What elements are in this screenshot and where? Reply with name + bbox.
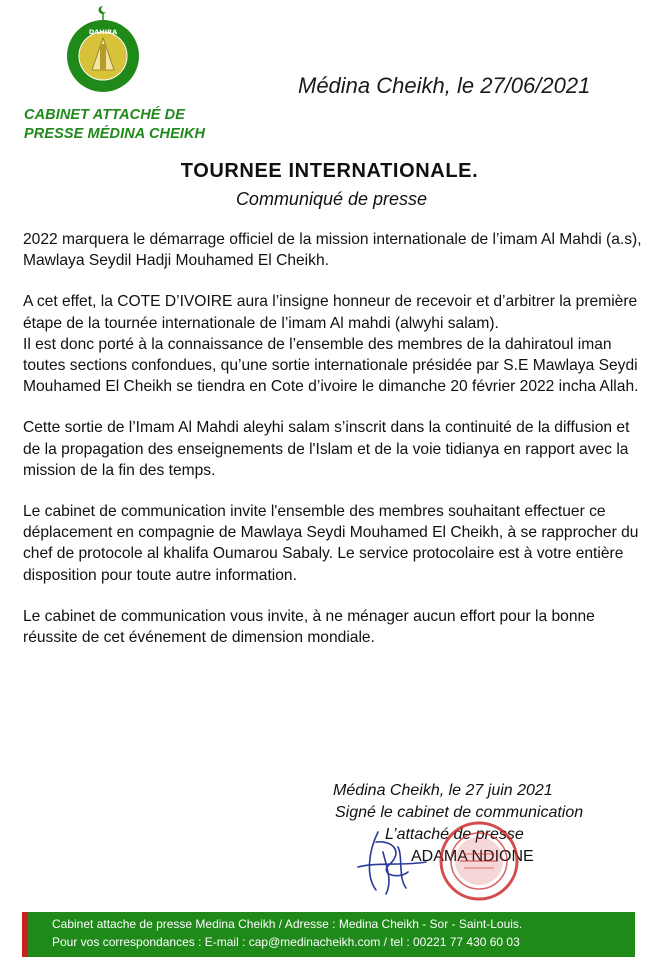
header-date: Médina Cheikh, le 27/06/2021: [298, 73, 591, 98]
paragraph-4: Cette sortie de l’Imam Al Mahdi aleyhi salam s’inscrit dans la continuité de la diffusion et de la propagation des enseignements de l'Islam et de la voie tidianya en rapport avec la mission de la fin des temps.: [23, 419, 630, 479]
footer-contact: Pour vos correspondances : E-mail : cap@medinacheikh.com / tel : 00221 77 430 60 03: [52, 935, 520, 949]
dahira-crest-icon: [62, 4, 144, 94]
document-subtitle: Communiqué de presse: [235, 189, 428, 209]
handwritten-signature-icon: [348, 822, 433, 897]
paragraph-3: Il est donc porté à la connaissance de l’ensemble des membres de la dahiratoul iman toutes sections confondues, qu’une sortie internationale présidée par S.E Mawlaya Seydi Mouhamed El Cheikh se tiendra en Cote d’ivoire le dimanche 20 février 2022 incha Allah.: [23, 335, 639, 396]
paragraph-2: A cet effet, la COTE D’IVOIRE aura l’insigne honneur de recevoir et d’arbitrer la première étape de la tournée internationale de l’imam Al mahdi (alwyhi salam).: [23, 293, 638, 332]
svg-text:DAHIRA: DAHIRA: [88, 28, 118, 36]
signature-signed-by: Signé le cabinet de communication: [335, 804, 584, 821]
paragraph-1: 2022 marquera le démarrage officiel de la mission internationale de l’imam Al Mahdi (a.s), Mawlaya Seydil Hadji Mouhamed El Cheikh.: [23, 231, 642, 270]
paragraph-5: Le cabinet de communication invite l'ensemble des membres souhaitant effectuer ce déplacement en compagnie de Mawlaya Seydi Mouhamed El Cheikh, à se rapprocher du chef de protocole al khalifa Oumarou Sabaly. Le service protocolaire est à votre entière disposition pour toute autre information.: [23, 503, 639, 584]
footer-address: Cabinet attache de presse Medina Cheikh / Adresse : Medina Cheikh - Sor - Saint-Louis.: [52, 917, 523, 931]
signatory-name: ADAMA NDIONE: [411, 848, 534, 865]
cabinet-title-line1: CABINET ATTACHÉ DE: [24, 107, 186, 123]
footer-accent: [22, 912, 28, 957]
signature-place-date: Médina Cheikh, le 27 juin 2021: [333, 782, 553, 799]
signature-role: L’attaché de presse: [385, 826, 524, 843]
paragraph-6: Le cabinet de communication vous invite, à ne ménager aucun effort pour la bonne réussite de cet événement de dimension mondiale.: [23, 607, 595, 647]
press-release-body: [23, 229, 643, 668]
official-stamp-icon: [438, 820, 520, 902]
cabinet-title: [24, 106, 205, 144]
cabinet-title-line2: PRESSE MÉDINA CHEIKH: [24, 126, 206, 142]
footer-bar: [22, 912, 635, 957]
document-title: TOURNEE INTERNATIONALE.: [180, 160, 479, 182]
